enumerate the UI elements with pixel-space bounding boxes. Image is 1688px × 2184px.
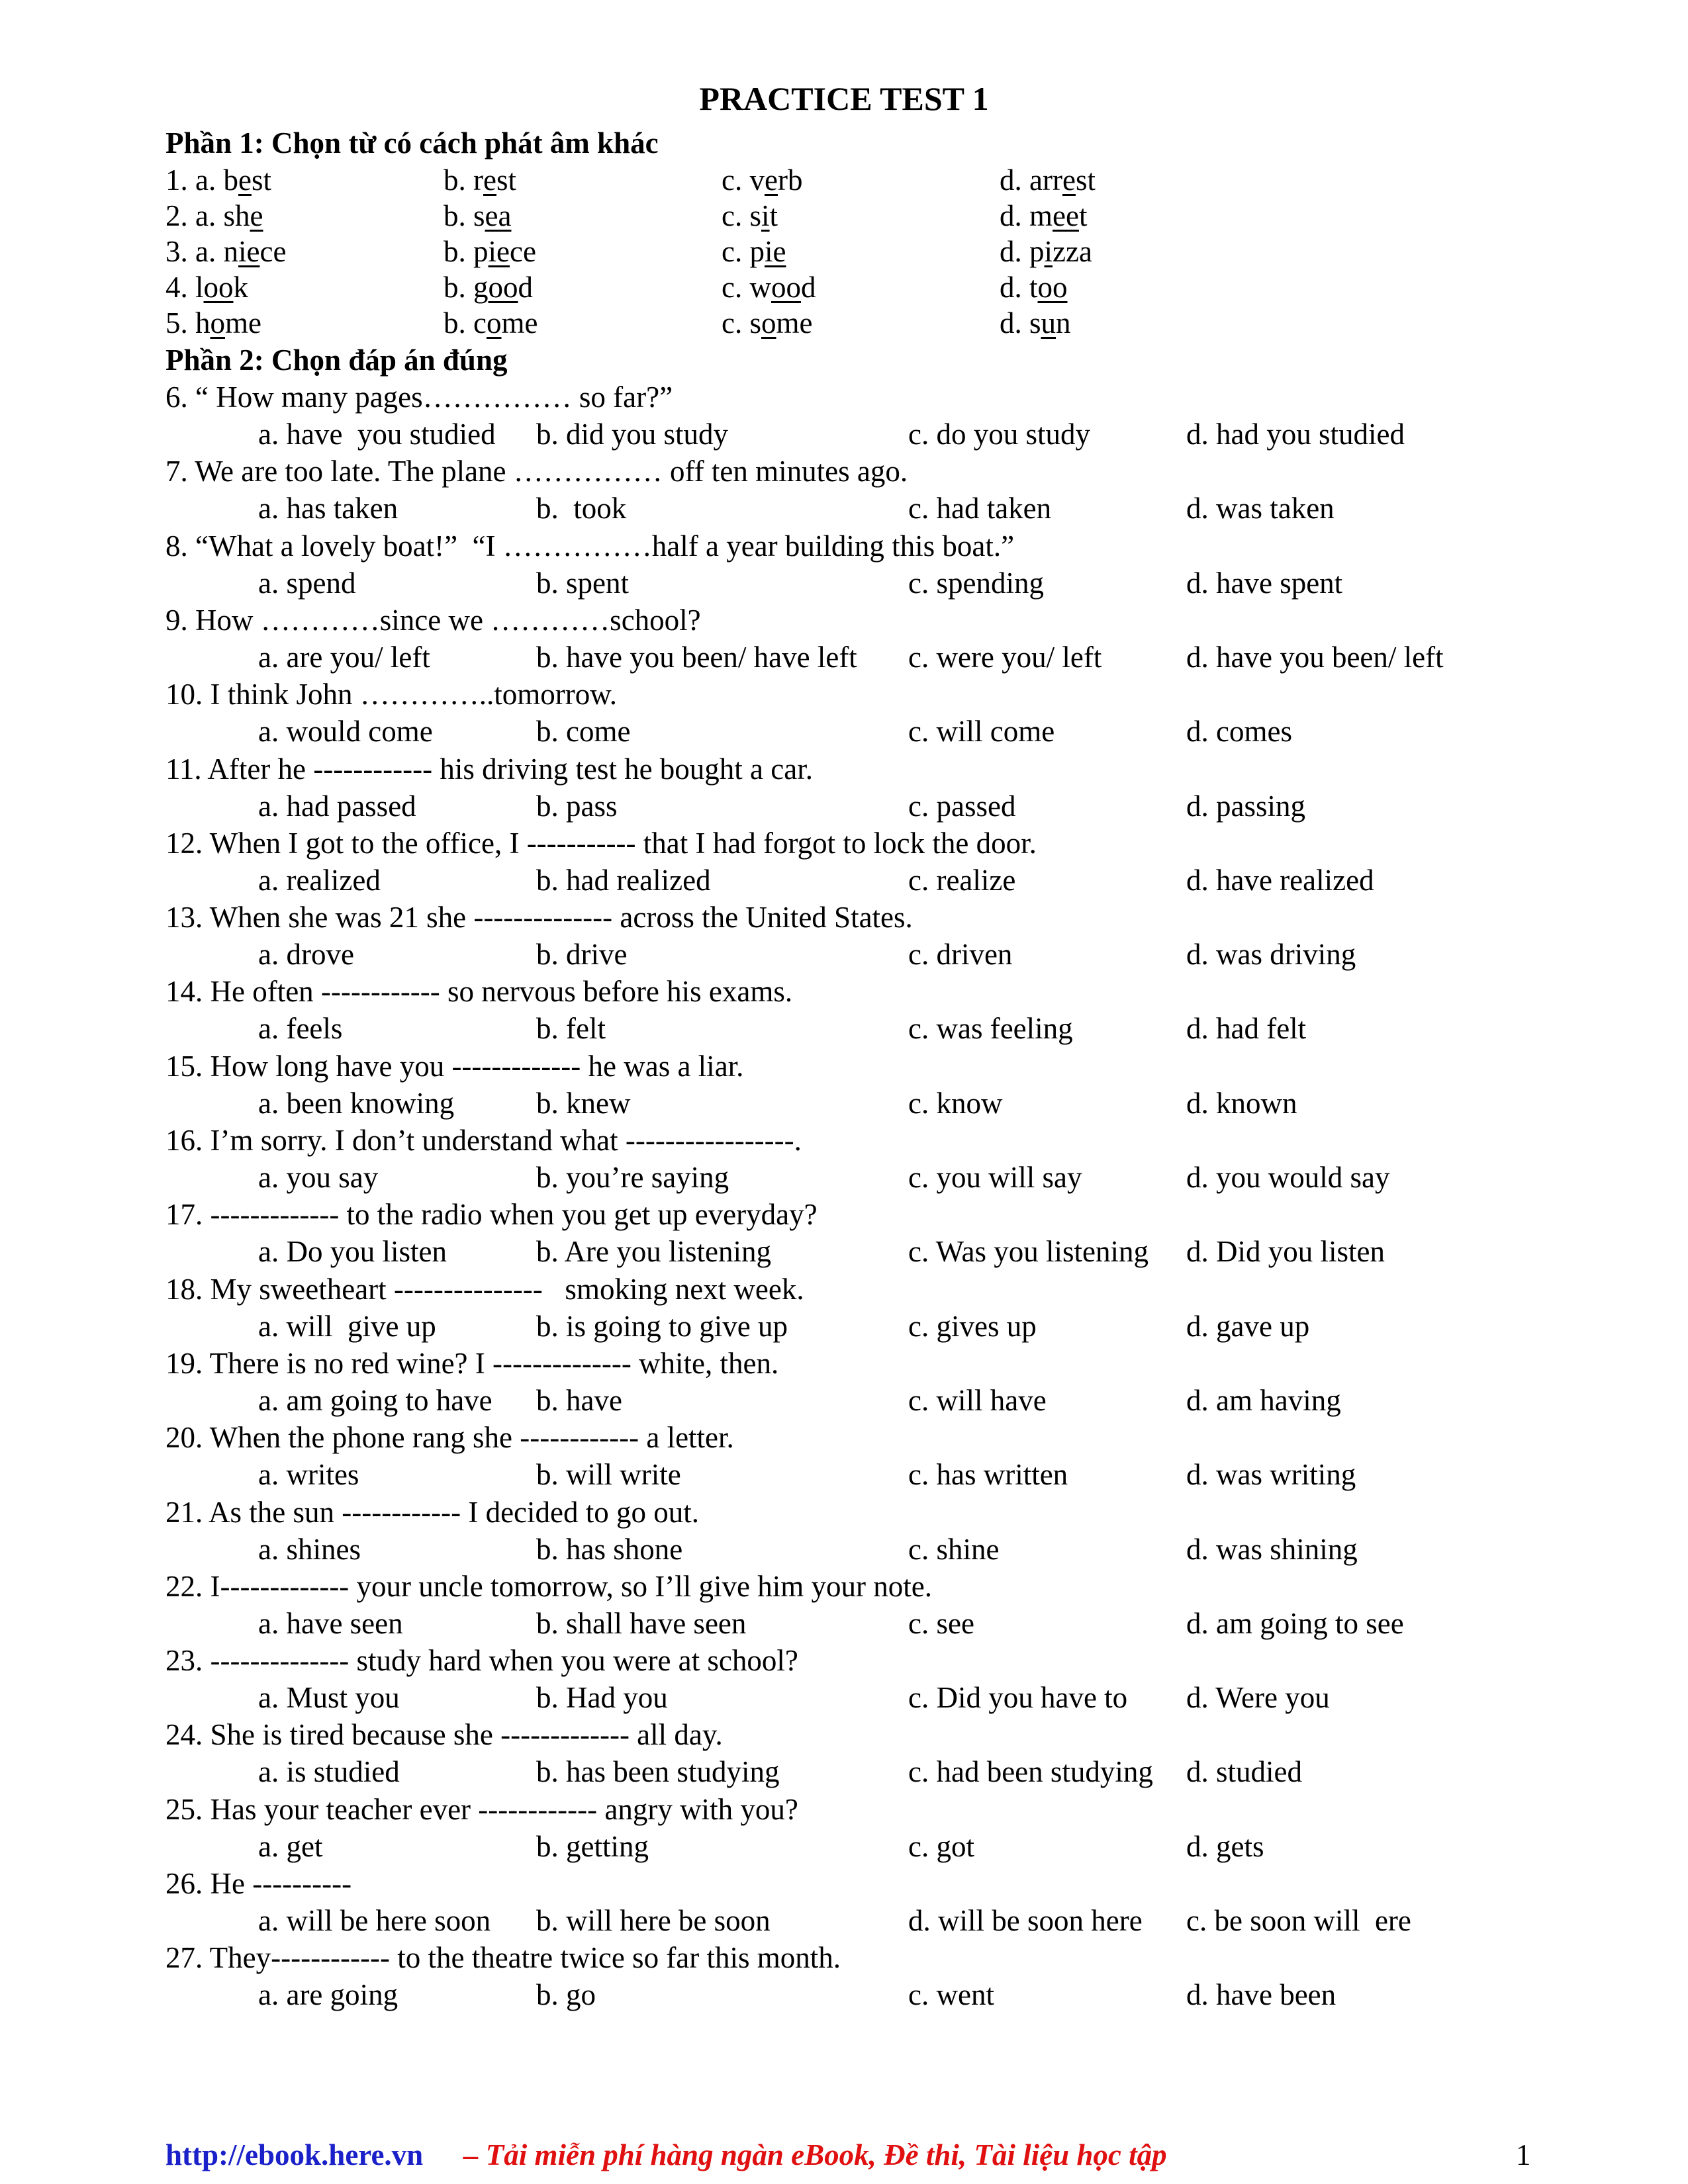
option-text-part: st: [251, 163, 271, 197]
option-text-part: me: [501, 306, 538, 340]
option-text-part: oo: [203, 271, 234, 304]
options-row: [0, 1308, 1688, 1345]
option-text-part: a. n: [195, 235, 238, 268]
answer-option[interactable]: b. took: [536, 492, 627, 525]
options-row: [0, 1085, 1688, 1122]
option-text-part: oo: [1037, 271, 1068, 304]
answer-option[interactable]: d. Were you: [1186, 1681, 1330, 1714]
option-text-part: ee: [1053, 199, 1079, 232]
question-stem: 26. He ----------: [165, 1867, 352, 1900]
option-text-part: d: [800, 271, 816, 304]
option-c[interactable]: [722, 161, 802, 199]
answer-option[interactable]: c. passed: [908, 790, 1016, 823]
question-number: 2.: [165, 199, 188, 232]
answer-option[interactable]: c. was feeling: [908, 1012, 1073, 1045]
answer-option[interactable]: b. spent: [536, 567, 629, 600]
question-text: [0, 1196, 1688, 1233]
question-stem: 24. She is tired because she ------------- all day.: [165, 1718, 723, 1751]
answer-option[interactable]: a. is studied: [258, 1755, 400, 1788]
answer-option[interactable]: c. be soon will ere: [1186, 1904, 1411, 1937]
option-text-part: d. arr: [1000, 163, 1062, 197]
option-text-part: c. w: [722, 271, 771, 304]
option-c[interactable]: [722, 197, 778, 234]
answer-option[interactable]: b. pass: [536, 790, 618, 823]
answer-option[interactable]: b. Had you: [536, 1681, 668, 1714]
option-a[interactable]: [195, 197, 263, 234]
option-a[interactable]: [195, 304, 261, 341]
option-text-part: l: [195, 271, 204, 304]
option-d[interactable]: [1000, 304, 1071, 341]
option-text-part: d. m: [1000, 199, 1053, 232]
answer-option[interactable]: c. you will say: [908, 1161, 1082, 1194]
question-text: [0, 1122, 1688, 1159]
answer-option[interactable]: d. gave up: [1186, 1310, 1310, 1343]
answer-option[interactable]: d. will be soon here: [908, 1904, 1143, 1937]
option-text-part: k: [233, 271, 249, 304]
option-text-part: e: [1062, 163, 1076, 197]
question-text: [0, 1345, 1688, 1382]
option-text-part: me: [776, 306, 813, 340]
answer-option[interactable]: a. are you/ left: [258, 641, 430, 674]
option-text-part: a. sh: [195, 199, 250, 232]
option-text-part: b. c: [444, 306, 487, 340]
answer-option[interactable]: c. Was you listening: [908, 1235, 1149, 1268]
options-row: [0, 1902, 1688, 1939]
question-text: [0, 1494, 1688, 1531]
page-title: PRACTICE TEST 1: [699, 80, 989, 117]
option-text-part: t: [769, 199, 778, 232]
part1-question-row: [0, 161, 1688, 199]
question-stem: 16. I’m sorry. I don’t understand what -----------------.: [165, 1124, 802, 1157]
question-text: [0, 602, 1688, 639]
options-row: [0, 639, 1688, 676]
option-c[interactable]: [722, 269, 816, 306]
question-text: [0, 1642, 1688, 1679]
question-text: [0, 453, 1688, 490]
question-stem: 23. -------------- study hard when you were at school?: [165, 1644, 798, 1677]
question-stem: 17. ------------- to the radio when you get up everyday?: [165, 1198, 818, 1231]
part2-heading: Phần 2: Chọn đáp án đúng: [165, 343, 508, 377]
question-stem: 15. How long have you ------------- he was a liar.: [165, 1050, 744, 1083]
option-text-part: d. p: [1000, 235, 1045, 268]
option-text-part: zza: [1053, 235, 1092, 268]
option-b[interactable]: [444, 233, 536, 270]
answer-option[interactable]: c. had taken: [908, 492, 1052, 525]
question-stem: 18. My sweetheart --------------- smoking next week.: [165, 1273, 804, 1306]
options-row: [0, 1233, 1688, 1270]
answer-option[interactable]: a. am going to have: [258, 1384, 492, 1417]
options-row: [0, 1159, 1688, 1196]
option-text-part: e: [764, 163, 778, 197]
answer-option[interactable]: d. am going to see: [1186, 1607, 1404, 1640]
answer-option[interactable]: a. had passed: [258, 790, 416, 823]
option-text-part: h: [195, 306, 211, 340]
answer-option[interactable]: d. Did you listen: [1186, 1235, 1385, 1268]
question-text: [0, 1568, 1688, 1605]
answer-option[interactable]: a. Do you listen: [258, 1235, 447, 1268]
answer-option[interactable]: b. knew: [536, 1087, 631, 1120]
question-stem: 22. I------------- your uncle tomorrow, so I’ll give him your note.: [165, 1570, 932, 1603]
answer-option[interactable]: c. Did you have to: [908, 1681, 1128, 1714]
options-row: [0, 713, 1688, 750]
question-stem: 11. After he ------------ his driving test he bought a car.: [165, 752, 813, 786]
question-stem: 14. He often ------------ so nervous before his exams.: [165, 975, 793, 1008]
answer-option[interactable]: c. gives up: [908, 1310, 1037, 1343]
answer-option[interactable]: d. have realized: [1186, 864, 1374, 897]
question-stem: 9. How …………since we …………school?: [165, 604, 701, 637]
options-row: [0, 788, 1688, 825]
answer-option[interactable]: a. will be here soon: [258, 1904, 491, 1937]
option-text-part: b. r: [444, 163, 483, 197]
option-text-part: o: [486, 306, 502, 340]
answer-option[interactable]: c. had been studying: [908, 1755, 1153, 1788]
answer-option[interactable]: c. see: [908, 1607, 974, 1640]
answer-option[interactable]: c. realize: [908, 864, 1016, 897]
question-number: 4.: [165, 271, 188, 304]
options-row: [0, 1753, 1688, 1790]
options-row: [0, 1531, 1688, 1568]
answer-option[interactable]: c. know: [908, 1087, 1003, 1120]
option-text-part: ea: [485, 199, 512, 232]
question-stem: 10. I think John …………..tomorrow.: [165, 678, 618, 711]
page-footer: [0, 2135, 1688, 2175]
options-row: [0, 936, 1688, 973]
answer-option[interactable]: b. getting: [536, 1830, 649, 1863]
option-b[interactable]: [444, 161, 516, 199]
option-text-part: ie: [488, 235, 510, 268]
options-row: [0, 565, 1688, 602]
option-text-part: a. b: [195, 163, 238, 197]
answer-option[interactable]: a. will give up: [258, 1310, 436, 1343]
question-text: [0, 825, 1688, 862]
question-text: [0, 1716, 1688, 1753]
answer-option[interactable]: b. drive: [536, 938, 628, 971]
option-text-part: b. g: [444, 271, 489, 304]
answer-option[interactable]: d. was taken: [1186, 492, 1335, 525]
answer-option[interactable]: b. go: [536, 1978, 596, 2011]
answer-option[interactable]: b. is going to give up: [536, 1310, 788, 1343]
option-text-part: e: [238, 163, 252, 197]
question-text: [0, 1271, 1688, 1308]
answer-option[interactable]: a. shines: [258, 1533, 361, 1566]
question-stem: 12. When I got to the office, I ----------- that I had forgot to lock the door.: [165, 827, 1037, 860]
option-text-part: o: [761, 306, 776, 340]
answer-option[interactable]: b. have you been/ have left: [536, 641, 857, 674]
options-row: [0, 490, 1688, 527]
part1-question-row: [0, 304, 1688, 341]
answer-option[interactable]: c. got: [908, 1830, 974, 1863]
answer-option[interactable]: a. writes: [258, 1458, 359, 1491]
answer-option[interactable]: b. come: [536, 715, 631, 748]
options-row: [0, 1605, 1688, 1642]
option-text-part: oo: [771, 271, 801, 304]
part1-question-row: [0, 269, 1688, 306]
option-text-part: ie: [764, 235, 786, 268]
answer-option[interactable]: d. gets: [1186, 1830, 1264, 1863]
option-text-part: me: [225, 306, 261, 340]
option-d[interactable]: [1000, 269, 1068, 306]
answer-option[interactable]: c. will come: [908, 715, 1055, 748]
answer-option[interactable]: a. Must you: [258, 1681, 400, 1714]
options-row: [0, 1976, 1688, 2013]
option-text-part: i: [1044, 235, 1053, 268]
options-row: [0, 1679, 1688, 1716]
answer-option[interactable]: d. passing: [1186, 790, 1305, 823]
answer-option[interactable]: b. you’re saying: [536, 1161, 729, 1194]
answer-option[interactable]: d. am having: [1186, 1384, 1341, 1417]
answer-option[interactable]: c. went: [908, 1978, 994, 2011]
question-text: [0, 973, 1688, 1010]
question-stem: 20. When the phone rang she ------------ a letter.: [165, 1421, 734, 1454]
option-text-part: st: [1075, 163, 1096, 197]
option-text-part: d. s: [1000, 306, 1041, 340]
answer-option[interactable]: d. was writing: [1186, 1458, 1356, 1491]
option-text-part: c. s: [722, 199, 761, 232]
option-text-part: n: [1056, 306, 1071, 340]
option-text-part: ie: [238, 235, 260, 268]
options-row: [0, 1828, 1688, 1865]
answer-option[interactable]: c. has written: [908, 1458, 1068, 1491]
question-stem: 8. “What a lovely boat!” “I ……………half a year building this boat.”: [165, 529, 1015, 563]
question-text: [0, 751, 1688, 788]
answer-option[interactable]: d. had you studied: [1186, 418, 1405, 451]
option-text-part: st: [496, 163, 516, 197]
question-text: [0, 1939, 1688, 1976]
answer-option[interactable]: b. has been studying: [536, 1755, 780, 1788]
answer-option[interactable]: d. you would say: [1186, 1161, 1390, 1194]
options-row: [0, 1456, 1688, 1493]
option-c[interactable]: [722, 304, 812, 341]
answer-option[interactable]: d. have spent: [1186, 567, 1343, 600]
answer-option[interactable]: d. was driving: [1186, 938, 1356, 971]
answer-option[interactable]: c. shine: [908, 1533, 1000, 1566]
option-a[interactable]: [195, 161, 271, 199]
option-a[interactable]: [195, 269, 248, 306]
answer-option[interactable]: d. comes: [1186, 715, 1292, 748]
answer-option[interactable]: b. Are you listening: [536, 1235, 771, 1268]
question-text: [0, 1048, 1688, 1085]
option-text-part: c. v: [722, 163, 765, 197]
answer-option[interactable]: b. have: [536, 1384, 622, 1417]
footer-link[interactable]: http://ebook.here.vn: [165, 2138, 424, 2171]
question-stem: 27. They------------ to the theatre twice so far this month.: [165, 1941, 841, 1974]
answer-option[interactable]: a. you say: [258, 1161, 379, 1194]
question-stem: 25. Has your teacher ever ------------ angry with you?: [165, 1793, 798, 1826]
question-number: 3.: [165, 235, 188, 268]
option-text-part: d: [518, 271, 533, 304]
question-stem: 6. “ How many pages…………… so far?”: [165, 381, 673, 414]
option-text-part: ce: [259, 235, 287, 268]
page-number: 1: [1516, 2138, 1531, 2171]
option-text-part: c. s: [722, 306, 761, 340]
answer-option[interactable]: a. drove: [258, 938, 354, 971]
options-row: [0, 416, 1688, 453]
question-stem: 7. We are too late. The plane …………… off ten minutes ago.: [165, 455, 908, 488]
option-text-part: e: [483, 163, 496, 197]
option-text-part: ce: [509, 235, 536, 268]
answer-option[interactable]: a. get: [258, 1830, 323, 1863]
question-text: [0, 1419, 1688, 1456]
answer-option[interactable]: a. would come: [258, 715, 433, 748]
answer-option[interactable]: a. have seen: [258, 1607, 403, 1640]
answer-option[interactable]: a. have you studied: [258, 418, 496, 451]
option-c[interactable]: [722, 233, 786, 270]
options-row: [0, 1010, 1688, 1047]
answer-option[interactable]: b. felt: [536, 1012, 606, 1045]
answer-option[interactable]: b. will write: [536, 1458, 681, 1491]
question-text: [0, 676, 1688, 713]
answer-option[interactable]: b. did you study: [536, 418, 729, 451]
options-row: [0, 862, 1688, 899]
answer-option[interactable]: d. was shining: [1186, 1533, 1358, 1566]
question-stem: 19. There is no red wine? I -------------- white, then.: [165, 1347, 779, 1380]
option-text-part: d. t: [1000, 271, 1038, 304]
option-a[interactable]: [195, 233, 286, 270]
question-stem: 21. As the sun ------------ I decided to go out.: [165, 1496, 700, 1529]
question-text: [0, 1791, 1688, 1828]
question-stem: 13. When she was 21 she -------------- across the United States.: [165, 901, 913, 934]
option-d[interactable]: [1000, 197, 1087, 234]
answer-option[interactable]: d. have you been/ left: [1186, 641, 1444, 674]
option-text-part: i: [761, 199, 770, 232]
answer-option[interactable]: c. driven: [908, 938, 1013, 971]
option-text-part: o: [210, 306, 225, 340]
question-number: 1.: [165, 163, 188, 197]
option-d[interactable]: [1000, 161, 1096, 199]
option-d[interactable]: [1000, 233, 1092, 270]
answer-option[interactable]: d. studied: [1186, 1755, 1302, 1788]
option-text-part: b. s: [444, 199, 485, 232]
answer-option[interactable]: c. spending: [908, 567, 1044, 600]
answer-option[interactable]: a. realized: [258, 864, 381, 897]
answer-option[interactable]: d. have been: [1186, 1978, 1336, 2011]
answer-option[interactable]: b. will here be soon: [536, 1904, 771, 1937]
question-text: [0, 899, 1688, 936]
footer-tagline: – Tải miễn phí hàng ngàn eBook, Đề thi, Tài liệu học tập: [463, 2138, 1167, 2171]
option-text-part: oo: [488, 271, 518, 304]
answer-option[interactable]: c. do you study: [908, 418, 1090, 451]
option-text-part: t: [1078, 199, 1088, 232]
part1-question-row: [0, 233, 1688, 270]
option-text-part: rb: [777, 163, 803, 197]
answer-option[interactable]: a. spend: [258, 567, 356, 600]
part1-question-row: [0, 197, 1688, 234]
answer-option[interactable]: a. been knowing: [258, 1087, 455, 1120]
answer-option[interactable]: d. had felt: [1186, 1012, 1307, 1045]
answer-option[interactable]: a. are going: [258, 1978, 399, 2011]
option-b[interactable]: [444, 197, 511, 234]
option-text-part: b. p: [444, 235, 489, 268]
question-text: [0, 1865, 1688, 1902]
answer-option[interactable]: c. will have: [908, 1384, 1047, 1417]
answer-option[interactable]: c. were you/ left: [908, 641, 1102, 674]
answer-option[interactable]: a. has taken: [258, 492, 399, 525]
question-number: 5.: [165, 306, 188, 340]
option-text-part: u: [1041, 306, 1056, 340]
answer-option[interactable]: d. known: [1186, 1087, 1297, 1120]
option-text-part: c. p: [722, 235, 765, 268]
part1-heading: Phần 1: Chọn từ có cách phát âm khác: [165, 126, 659, 159]
option-b[interactable]: [444, 269, 533, 306]
answer-option[interactable]: b. has shone: [536, 1533, 683, 1566]
question-text: [0, 527, 1688, 565]
question-text: [0, 379, 1688, 416]
answer-option[interactable]: b. shall have seen: [536, 1607, 747, 1640]
option-text-part: e: [250, 199, 263, 232]
options-row: [0, 1382, 1688, 1419]
option-b[interactable]: [444, 304, 538, 341]
answer-option[interactable]: a. feels: [258, 1012, 343, 1045]
answer-option[interactable]: b. had realized: [536, 864, 711, 897]
